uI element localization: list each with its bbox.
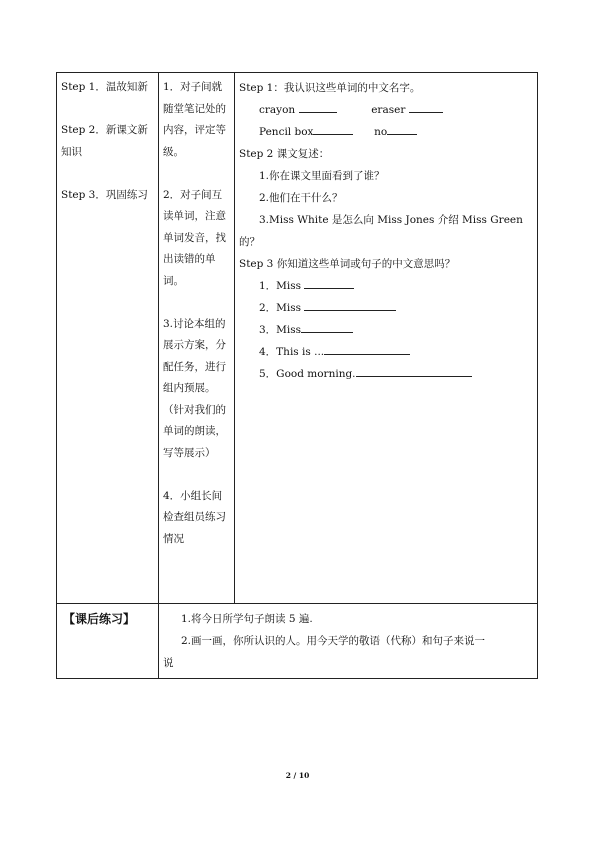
meaning-item (239, 319, 533, 341)
step1-title: Step 1：我认识这些单词的中文名字。 (239, 82, 421, 94)
step-label: Step 1．温故知新 (61, 81, 148, 93)
vocab-word: Pencil box (259, 126, 314, 138)
answer-blank[interactable] (324, 342, 410, 355)
activities-column (159, 73, 235, 604)
vocab-line-2 (239, 121, 533, 143)
answer-blank[interactable] (299, 100, 337, 113)
page-number: 2 / 10 (285, 771, 310, 780)
step-label: Step 2．新课文新知识 (61, 124, 148, 158)
question: 3.Miss White 是怎么向 Miss Jones 介绍 Miss Green (259, 214, 523, 226)
vocab-word: crayon (259, 104, 296, 116)
meaning-item (239, 341, 533, 363)
steps-column (57, 73, 159, 604)
answer-blank[interactable] (304, 276, 354, 289)
homework-line: 1.将今日所学句子朗读 5 遍. (181, 613, 313, 625)
activity-item: 3.讨论本组的展示方案，分配任务，进行组内预展。（针对我们的单词的朗读，写等展示） (163, 317, 226, 459)
activity-item: 4．小组长间检查组员练习情况 (163, 489, 226, 545)
meaning-label: 3．Miss (259, 324, 302, 336)
step3-title: Step 3 你知道这些单词或句子的中文意思吗？ (239, 258, 456, 270)
meaning-item (239, 297, 533, 319)
activity-item: 1．对子间就随堂笔记处的内容，评定等级。 (163, 81, 226, 158)
homework-row (57, 604, 538, 679)
meaning-item (239, 275, 533, 297)
lesson-table (56, 72, 538, 679)
question: 2.他们在干什么？ (259, 192, 343, 204)
meaning-label: 1．Miss (259, 280, 302, 292)
homework-line: 说 (163, 657, 174, 669)
content-column (235, 73, 538, 604)
answer-blank[interactable] (387, 122, 417, 135)
answer-blank[interactable] (301, 320, 353, 333)
vocab-word: eraser (371, 104, 406, 116)
step-label: Step 3．巩固练习 (61, 188, 148, 201)
vocab-line-1 (239, 99, 533, 121)
step2-title: Step 2 课文复述： (239, 148, 330, 160)
question-continued: 的？ (239, 236, 260, 248)
meaning-label: 2．Miss (259, 302, 302, 314)
homework-label-cell (57, 604, 159, 679)
meaning-label: 4．This is ... (259, 346, 325, 358)
lesson-steps-row (57, 73, 538, 604)
homework-label: 【课后练习】 (63, 612, 136, 626)
homework-content-cell (159, 604, 538, 679)
answer-blank[interactable] (356, 364, 472, 377)
meaning-item (239, 363, 533, 385)
homework-line: 2.画一画，你所认识的人。用今天学的敬语（代称）和句子来说一 (181, 635, 486, 647)
question: 1.你在课文里面看到了谁？ (259, 170, 385, 182)
answer-blank[interactable] (304, 298, 396, 311)
activity-item: 2．对子间互读单词，注意单词发音，找出读错的单词。 (163, 188, 226, 287)
answer-blank[interactable] (409, 100, 443, 113)
vocab-word: no (374, 126, 388, 138)
answer-blank[interactable] (313, 122, 353, 135)
meaning-label: 5．Good morning. (259, 368, 356, 380)
